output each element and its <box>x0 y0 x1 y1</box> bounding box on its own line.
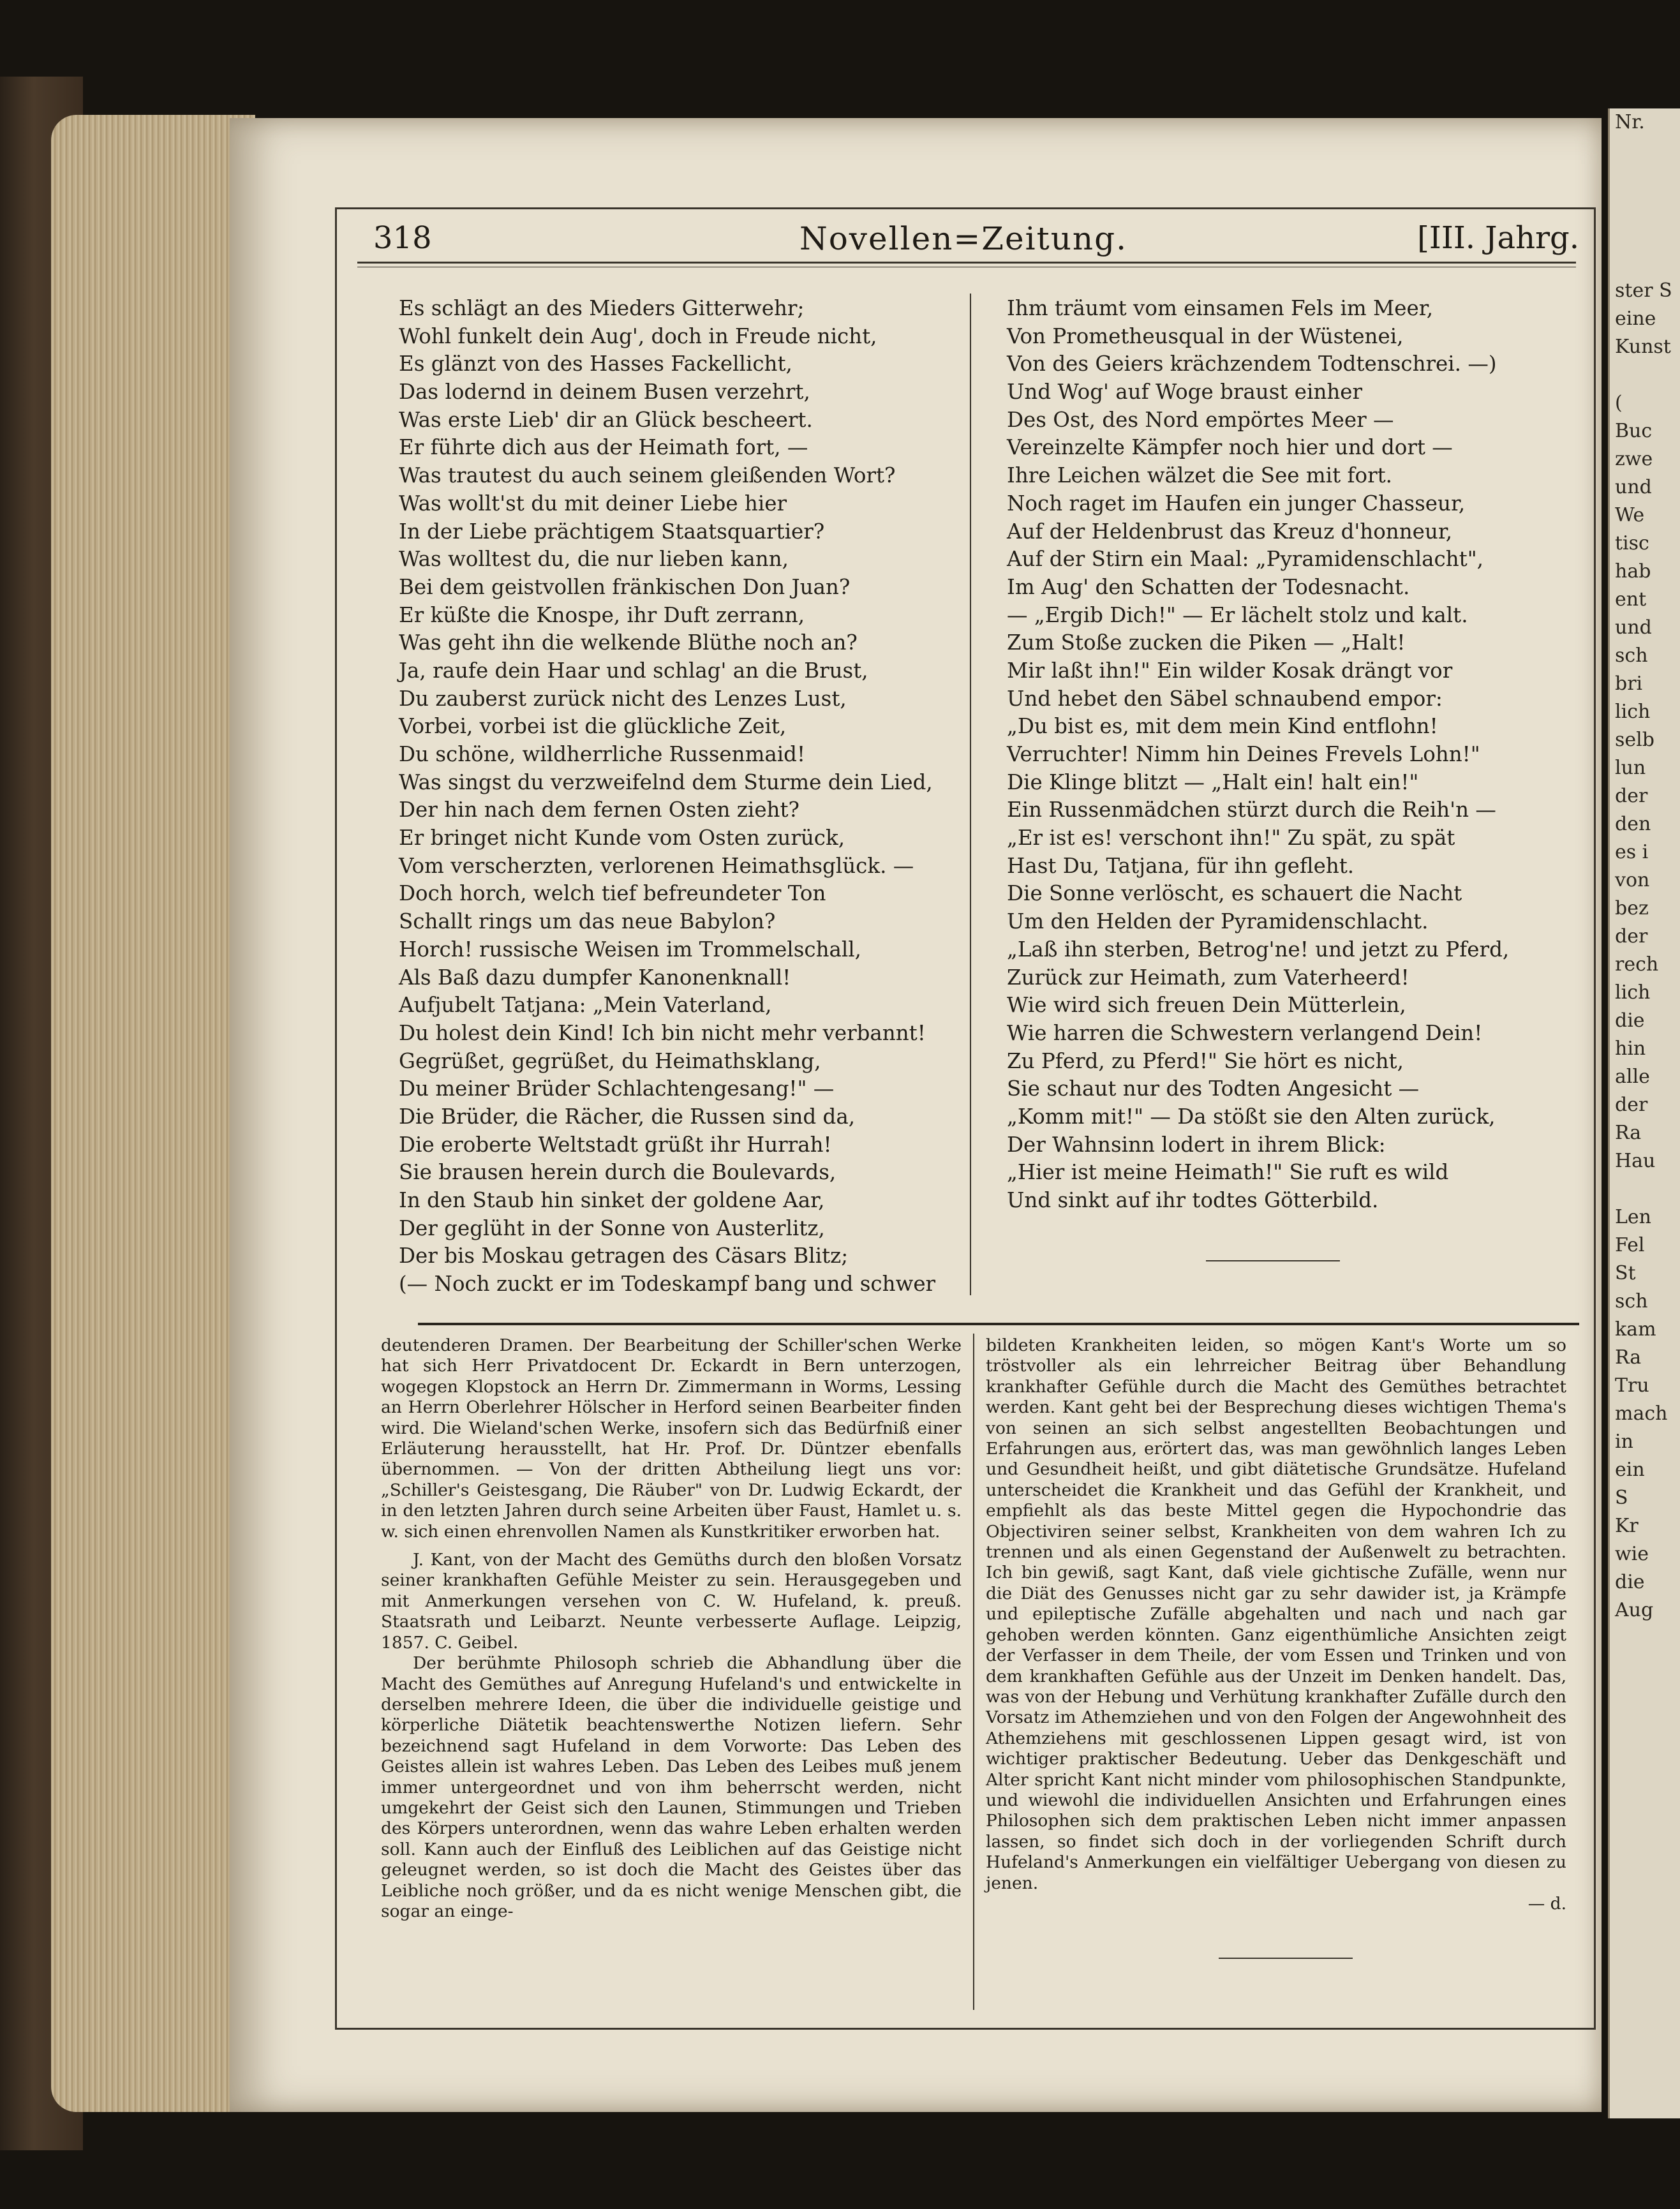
next-page-fragment: ein <box>1615 1459 1645 1481</box>
section-rule <box>418 1323 1579 1325</box>
next-page-fragment: die <box>1615 1571 1645 1593</box>
next-page-edge <box>1608 108 1680 2118</box>
next-page-fragment: der <box>1615 785 1648 807</box>
poem-line: Was erste Lieb' dir an Glück bescheert. <box>399 407 813 432</box>
review-end-ornament <box>1219 1958 1353 1959</box>
poem-line: Doch horch, welch tief befreundeter Ton <box>399 881 826 906</box>
next-page-fragment: bez <box>1615 897 1649 919</box>
header-rule <box>357 262 1576 264</box>
next-page-fragment: lun <box>1615 757 1646 779</box>
poem-line: Wie wird sich freuen Dein Mütterlein, <box>1007 993 1406 1018</box>
book-citation: J. Kant, von der Macht des Gemüths durch den bloßen Vorsatz seiner krankhaften Gefühle Meister zu sein. Herausgegeben und mit Anmerkungen versehen von C. W. Hufeland, k. preuß. Staatsrath und Leibarzt. Neunte verbesserte Auflage. Leipzig, 1857. C. Geibel. <box>381 1550 962 1653</box>
poem-line: Auf der Stirn ein Maal: „Pyramidenschlacht", <box>1007 547 1483 572</box>
next-page-fragment: Kr <box>1615 1515 1639 1537</box>
review-signature: — d. <box>1528 1893 1566 1914</box>
next-page-fragment: Buc <box>1615 420 1653 442</box>
next-page-fragment: ent <box>1615 588 1647 611</box>
running-header <box>335 207 1592 265</box>
next-page-fragment: und <box>1615 476 1652 498</box>
poem-line: Du zauberst zurück nicht des Lenzes Lust, <box>399 686 847 711</box>
poem-line: Ja, raufe dein Haar und schlag' an die Brust, <box>399 658 868 683</box>
next-page-fragment: zwe <box>1615 448 1653 470</box>
review-paragraph: bildeten Krankheiten leiden, so mögen Kant's Worte um so tröstvoller als ein lehrreicher Beitrag über Behandlung krankhafter Gefühle durch die Macht des Gemüthes betrachtet werden. Kant geht bei der Besprechung dieses wichtigen Thema's von seinen an sich selbst angestellten Beobachtungen und Erfahrungen aus, erörtert das, was man gewöhnlich langes Leben und Gesundheit heißt, und gibt diätetische Grundsätze. Hufeland unterscheidet die Krankheit und das Gefühl der Krankheit, und empfiehlt als das beste Mittel gegen die Hypochondrie das Objectiviren seiner selbst, Krankheiten von dem wahren Ich zu trennen und als einen Gegenstand der Außenwelt zu betrachten. Ich bin gewiß, sagt Kant, daß viele gichtische Zufälle, wenn nur die Diät des Genusses nicht gar zu sehr dawider ist, ja Krämpfe und epileptische Zufälle abgehalten und nach und nach gar gehoben werden könnten. Ganz eigenthümliche Ansichten zeigt der Verfasser in dem Theile, der vom Essen und Trinken und von dem krankhaften Gefühle aus der Unzeit im Denken handelt. Das, was von der Hebung und Verhütung krankhafter Zufälle durch den Vorsatz im Athemziehen und von den Folgen der Angewohnheit des Athemziehens mit geschlossenen Lippen gesagt wird, ist von wichtiger praktischer Bedeutung. Ueber das Denkgeschäft und Alter spricht Kant nicht minder vom philosophischen Standpunkte, und wiewohl die individuellen Ansichten und Erfahrungen eines Philosophen sich dem praktischen Leben nicht immer anpassen lassen, so findet sich doch in der vorliegenden Schrift durch Hufeland's Anmerkungen ein vielfältiger Uebergang von diesen zu jenen. <box>986 1335 1566 1893</box>
review-paragraph: Der berühmte Philosoph schrieb die Abhandlung über die Macht des Gemüthes auf Anregung Hufeland's und entwickelte in derselben mehrere Ideen, die über die individuelle geistige und körperliche Diätetik beachtenswerthe Notizen liefern. Sehr bezeichnend sagt Hufeland in dem Vorworte: Das Leben des Geistes allein ist wahres Leben. Das Leben des Leibes muß jenem immer untergeordnet und von ihm beherrscht werden, nicht umgekehrt der Geist sich den Launen, Stimmungen und Trieben des Körpers unterordnen, wenn das wahre Leben erhalten werden soll. Kann auch der Einfluß des Leiblichen auf das Geistige nicht geleugnet werden, so ist doch die Macht des Geistes über das Leibliche noch größer, und da es nicht wenige Menschen gibt, die sogar an einge- <box>381 1653 962 1921</box>
poem-line: Der geglüht in der Sonne von Austerlitz, <box>399 1216 825 1240</box>
poem-line: Wie harren die Schwestern verlangend Dein! <box>1007 1020 1483 1045</box>
next-page-fragment: der <box>1615 1094 1648 1116</box>
poem-line: Was wolltest du, die nur lieben kann, <box>399 547 789 572</box>
next-page-fragment: Fel <box>1615 1234 1645 1256</box>
poem-line: Noch raget im Haufen ein junger Chasseur, <box>1007 491 1466 516</box>
poem-line: Sie brausen herein durch die Boulevards, <box>399 1160 836 1185</box>
next-page-fragment: Aug <box>1615 1599 1654 1621</box>
poem-left-column <box>399 295 935 1298</box>
poem-line: Von Prometheusqual in der Wüstenei, <box>1007 324 1404 348</box>
poem-line: Schallt rings um das neue Babylon? <box>399 909 776 934</box>
next-page-fragment: Ra <box>1615 1346 1642 1369</box>
poem-line: „Hier ist meine Heimath!" Sie ruft es wild <box>1007 1160 1449 1185</box>
next-page-fragment: bri <box>1615 673 1643 695</box>
poem-line: Von des Geiers krächzendem Todtenschrei. —) <box>1007 352 1497 376</box>
poem-line: Die eroberte Weltstadt grüßt ihr Hurrah! <box>399 1132 832 1157</box>
poem-line: Im Aug' den Schatten der Todesnacht. <box>1007 574 1410 599</box>
poem-line: Des Ost, des Nord empörtes Meer — <box>1007 407 1394 432</box>
next-page-fragment: selb <box>1615 729 1654 751</box>
next-page-fragment: kam <box>1615 1318 1656 1341</box>
poem-line: Bei dem geistvollen fränkischen Don Juan? <box>399 574 851 599</box>
poem-line: Der Wahnsinn lodert in ihrem Blick: <box>1007 1132 1386 1157</box>
poem-line: Ihm träumt vom einsamen Fels im Meer, <box>1007 296 1434 320</box>
next-page-fragment: Nr. <box>1615 111 1645 133</box>
poem-line: Zum Stoße zucken die Piken — „Halt! <box>1007 630 1406 655</box>
next-page-fragment: Ra <box>1615 1122 1642 1144</box>
poem-line: Was wollt'st du mit deiner Liebe hier <box>399 491 787 516</box>
poem-line: Und hebet den Säbel schnaubend empor: <box>1007 686 1443 711</box>
next-page-fragment <box>1610 1175 1680 1203</box>
poem-line: Ihre Leichen wälzet die See mit fort. <box>1007 463 1392 488</box>
poem-right-column <box>1007 295 1509 1215</box>
poem-line: Vereinzelte Kämpfer noch hier und dort — <box>1007 435 1453 460</box>
poem-line: Wohl funkelt dein Aug', doch in Freude nicht, <box>399 324 877 348</box>
volume-year: [III. Jahrg. <box>1417 220 1579 256</box>
next-page-fragment: Len <box>1615 1206 1651 1228</box>
poem-line: Er küßte die Knospe, ihr Duft zerrann, <box>399 602 805 627</box>
next-page-fragment: hin <box>1615 1038 1646 1060</box>
next-page-fragment: den <box>1615 813 1651 835</box>
poem-line: Und sinkt auf ihr todtes Götterbild. <box>1007 1188 1379 1212</box>
review-right-column <box>986 1335 1566 1914</box>
poem-line: Mir laßt ihn!" Ein wilder Kosak drängt vor <box>1007 658 1453 683</box>
poem-line: In den Staub hin sinket der goldene Aar, <box>399 1188 825 1212</box>
poem-line: Zu Pferd, zu Pferd!" Sie hört es nicht, <box>1007 1048 1404 1073</box>
next-page-fragment: sch <box>1615 1290 1648 1313</box>
poem-line: Es glänzt von des Hasses Fackellicht, <box>399 352 792 376</box>
next-page-fragment: in <box>1615 1431 1633 1453</box>
poem-line: Ein Russenmädchen stürzt durch die Reih'n — <box>1007 798 1496 822</box>
next-page-fragment: ( <box>1615 392 1623 414</box>
next-page-fragment: von <box>1615 869 1650 891</box>
poem-line: Er führte dich aus der Heimath fort, — <box>399 435 808 460</box>
poem-line: Verruchter! Nimm hin Deines Frevels Lohn!" <box>1007 742 1480 766</box>
poem-line: Sie schaut nur des Todten Angesicht — <box>1007 1076 1420 1101</box>
journal-title: Novellen=Zeitung. <box>799 220 1128 257</box>
poem-line: Die Sonne verlöscht, es schauert die Nacht <box>1007 881 1462 906</box>
next-page-fragment: rech <box>1615 953 1659 976</box>
next-page-fragment: St <box>1615 1262 1636 1284</box>
poem-line: Um den Helden der Pyramidenschlacht. <box>1007 909 1429 934</box>
next-page-fragment: mach <box>1615 1402 1668 1425</box>
poem-line: Horch! russische Weisen im Trommelschall, <box>399 937 862 962</box>
poem-line: Aufjubelt Tatjana: „Mein Vaterland, <box>399 993 772 1018</box>
poem-line: Du holest dein Kind! Ich bin nicht mehr verbannt! <box>399 1020 926 1045</box>
next-page-fragment: We <box>1615 504 1645 526</box>
next-page-fragments <box>1610 108 1680 1625</box>
next-page-fragment: tisc <box>1615 532 1649 554</box>
review-left-column <box>381 1335 962 1922</box>
poem-line: Es schlägt an des Mieders Gitterwehr; <box>399 296 805 320</box>
next-page-fragment <box>1610 137 1680 165</box>
poem-line: „Er ist es! verschont ihn!" Zu spät, zu spät <box>1007 826 1455 851</box>
next-page-fragment: lich <box>1615 701 1651 723</box>
next-page-fragment: eine <box>1615 308 1656 330</box>
next-page-fragment: lich <box>1615 981 1651 1004</box>
poem-line: Du meiner Brüder Schlachtengesang!" — <box>399 1076 835 1101</box>
poem-line: Das lodernd in deinem Busen verzehrt, <box>399 380 810 405</box>
next-page-fragment: der <box>1615 925 1648 948</box>
poem-line: Die Brüder, die Rächer, die Russen sind da, <box>399 1104 856 1129</box>
poem-line: „Du bist es, mit dem mein Kind entflohn! <box>1007 714 1438 739</box>
poem-line: Gegrüßet, gegrüßet, du Heimathsklang, <box>399 1048 821 1073</box>
poem-line: Was trautest du auch seinem gleißenden Wort? <box>399 463 896 488</box>
next-page-fragment: alle <box>1615 1066 1650 1088</box>
next-page-fragment: es i <box>1615 841 1649 863</box>
next-page-fragment: die <box>1615 1009 1645 1032</box>
poem-line: Er bringet nicht Kunde vom Osten zurück, <box>399 826 845 851</box>
next-page-fragment: wie <box>1615 1543 1649 1565</box>
poem-line: Und Wog' auf Woge braust einher <box>1007 380 1363 405</box>
poem-line: Du schöne, wildherrliche Russenmaid! <box>399 742 806 766</box>
poem-line: Zurück zur Heimath, zum Vaterheerd! <box>1007 965 1409 990</box>
next-page-fragment: Hau <box>1615 1150 1656 1172</box>
next-page-fragment: und <box>1615 616 1652 639</box>
next-page-fragment: S <box>1615 1487 1628 1509</box>
poem-line: Vorbei, vorbei ist die glückliche Zeit, <box>399 714 787 739</box>
page-edges <box>51 115 255 2112</box>
column-divider-top <box>970 294 971 1295</box>
poem-line: Was geht ihn die welkende Blüthe noch an? <box>399 630 858 655</box>
next-page-fragment <box>1610 249 1680 277</box>
next-page-fragment: sch <box>1615 644 1648 667</box>
poem-line: Der bis Moskau getragen des Cäsars Blitz; <box>399 1244 849 1268</box>
poem-end-ornament <box>1206 1260 1340 1261</box>
poem-line: Auf der Heldenbrust das Kreuz d'honneur, <box>1007 519 1453 544</box>
next-page-fragment <box>1610 165 1680 193</box>
next-page-fragment <box>1610 361 1680 389</box>
next-page-fragment: hab <box>1615 560 1651 583</box>
poem-line: — „Ergib Dich!" — Er lächelt stolz und kalt. <box>1007 602 1468 627</box>
poem-line: (— Noch zuckt er im Todeskampf bang und schwer <box>399 1272 936 1297</box>
column-divider-bottom <box>973 1334 974 2010</box>
next-page-fragment: ster S <box>1615 279 1672 302</box>
next-page-fragment: Tru <box>1615 1374 1649 1397</box>
poem-line: „Komm mit!" — Da stößt sie den Alten zurück, <box>1007 1104 1496 1129</box>
poem-line: Der hin nach dem fernen Osten zieht? <box>399 798 799 822</box>
review-paragraph: deutenderen Dramen. Der Bearbeitung der Schiller'schen Werke hat sich Herr Privatdocent Dr. Eckardt in Bern unterzogen, wogegen Klopstock an Herrn Dr. Zimmermann in Worms, Lessing an Herrn Oberlehrer Hölscher in Herford seinen Bearbeiter finden wird. Die Wieland'schen Werke, insofern sich das Bedürfniß einer Erläuterung herausstellt, hat Hr. Prof. Dr. Düntzer ebenfalls übernommen. — Von der dritten Abtheilung liegt uns vor: „Schiller's Geistesgang, Die Räuber" von Dr. Ludwig Eckardt, der in den letzten Jahren durch seine Arbeiten über Faust, Hamlet u. s. w. sich einen ehrenvollen Namen als Kunstkritiker erworben hat. <box>381 1335 962 1542</box>
poem-line: „Laß ihn sterben, Betrog'ne! und jetzt zu Pferd, <box>1007 937 1510 962</box>
poem-line: Als Baß dazu dumpfer Kanonenknall! <box>399 965 791 990</box>
page-number: 318 <box>373 220 432 256</box>
poem-line: Die Klinge blitzt — „Halt ein! halt ein!" <box>1007 770 1419 794</box>
poem-line: In der Liebe prächtigem Staatsquartier? <box>399 519 825 544</box>
next-page-fragment: Kunst <box>1615 336 1671 358</box>
poem-line: Was singst du verzweifelnd dem Sturme dein Lied, <box>399 770 933 794</box>
next-page-fragment <box>1610 221 1680 249</box>
next-page-fragment <box>1610 193 1680 221</box>
poem-line: Vom verscherzten, verlorenen Heimathsglück. — <box>399 853 914 878</box>
poem-line: Hast Du, Tatjana, für ihn gefleht. <box>1007 853 1355 878</box>
